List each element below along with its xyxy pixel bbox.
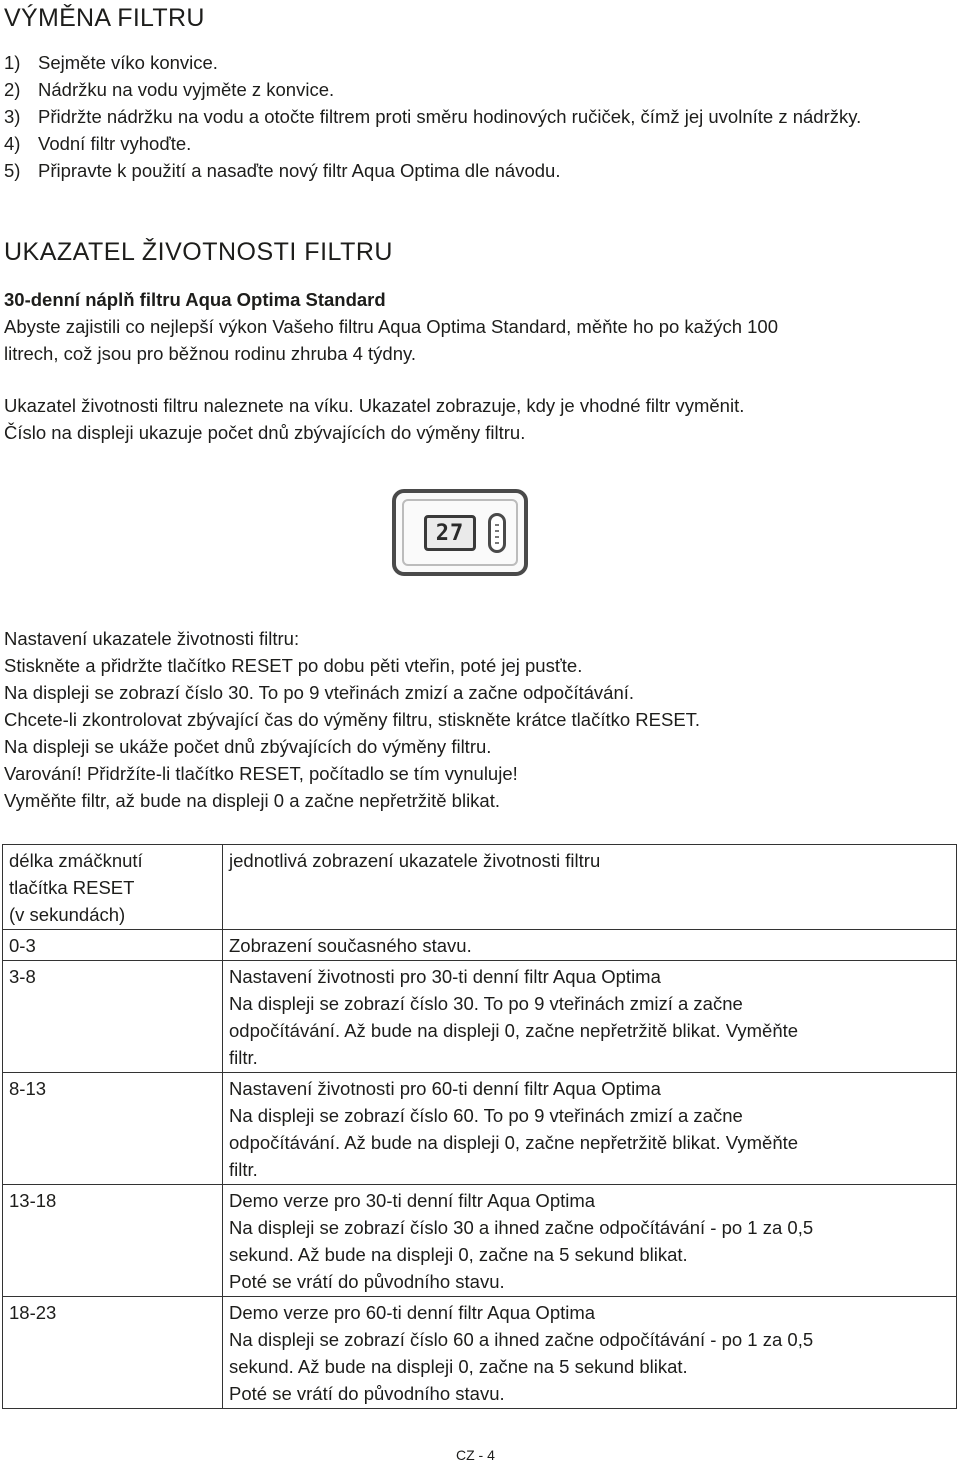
row-time-cell: 18-23 [3,1297,223,1409]
list-item [4,103,954,130]
paragraph-reset-instructions [4,625,954,814]
reset-button-icon [488,513,506,553]
row-time-cell: 13-18 [3,1185,223,1297]
paragraph-line: Číslo na displeji ukazuje počet dnů zbývajících do výměny filtru. [4,422,526,443]
paragraph-line: Na displeji se zobrazí číslo 30. To po 9 vteřinách zmizí a začne odpočítávání. [4,682,635,703]
table-row [3,1297,957,1409]
paragraph-line: Nastavení ukazatele životnosti filtru: [4,628,300,649]
step-text: Přidržte nádržku na vodu a otočte filtrem proti směru hodinových ručiček, čímž jej uvolníte z nádržky. [38,106,862,127]
paragraph-filter-performance [4,313,954,367]
header-cell-duration: délka zmáčknutí tlačítka RESET (v sekundách) [3,845,223,930]
reset-duration-table [2,844,957,1409]
list-item [4,130,954,157]
step-number: 1) [4,52,21,73]
replacement-steps-list [4,49,954,184]
step-number: 2) [4,79,21,100]
row-time-cell: 0-3 [3,930,223,961]
step-text: Nádržku na vodu vyjměte z konvice. [38,79,335,100]
paragraph-line: Ukazatel životnosti filtru naleznete na víku. Ukazatel zobrazuje, kdy je vhodné filtr vyměnit. [4,395,745,416]
lcd-digits: 27 [435,520,465,546]
step-text: Vodní filtr vyhoďte. [38,133,192,154]
table-header-row [3,845,957,930]
paragraph-line: litrech, což jsou pro běžnou rodinu zhruba 4 týdny. [4,343,417,364]
paragraph-indicator-location [4,392,954,446]
row-description-cell: Demo verze pro 30-ti denní filtr Aqua Optima Na displeji se zobrazí číslo 30 a ihned začne odpočítávání - po 1 za 0,5 sekund. Až bude na displeji 0, začne na 5 sekund blikat. Poté se vrátí do původního stavu. [223,1185,957,1297]
step-number: 4) [4,133,21,154]
paragraph-line: Abyste zajistili co nejlepší výkon Vašeho filtru Aqua Optima Standard, měňte ho po kažých 100 [4,316,779,337]
paragraph-line: Vyměňte filtr, až bude na displeji 0 a začne nepřetržitě blikat. [4,790,501,811]
row-time-cell: 3-8 [3,961,223,1073]
list-item [4,76,954,103]
row-description-cell: Zobrazení současného stavu. [223,930,957,961]
row-description-cell: Demo verze pro 60-ti denní filtr Aqua Optima Na displeji se zobrazí číslo 60 a ihned začne odpočítávání - po 1 za 0,5 sekund. Až bude na displeji 0, začne na 5 sekund blikat. Poté se vrátí do původního stavu. [223,1297,957,1409]
table-row [3,961,957,1073]
list-item [4,157,954,184]
paragraph-line: Na displeji se ukáže počet dnů zbývajících do výměny filtru. [4,736,492,757]
step-text: Připravte k použití a nasaďte nový filtr Aqua Optima dle návodu. [38,160,561,181]
list-item [4,49,954,76]
row-time-cell: 8-13 [3,1073,223,1185]
step-number: 3) [4,106,21,127]
indicator-lcd-display [424,515,476,551]
section-title-filter-replacement: VÝMĚNA FILTRU [4,4,205,32]
row-description-cell: Nastavení životnosti pro 60-ti denní filtr Aqua Optima Na displeji se zobrazí číslo 60. To po 9 vteřinách zmizí a začne odpočítávání. Až bude na displeji 0, začne nepřetržitě blikat. Vyměňte filtr. [223,1073,957,1185]
filter-indicator-illustration [392,489,528,576]
step-number: 5) [4,160,21,181]
subheading-standard-filter: 30-denní náplň filtru Aqua Optima Standard [4,289,386,310]
page-number: CZ - 4 [456,1447,495,1463]
section-title-filter-life-indicator: UKAZATEL ŽIVOTNOSTI FILTRU [4,238,393,266]
paragraph-line: Chcete-li zkontrolovat zbývající čas do výměny filtru, stiskněte krátce tlačítko RESET. [4,709,701,730]
paragraph-line: Stiskněte a přidržte tlačítko RESET po dobu pěti vteřin, poté jej pusťte. [4,655,583,676]
row-description-cell: Nastavení životnosti pro 30-ti denní filtr Aqua Optima Na displeji se zobrazí číslo 30. To po 9 vteřinách zmizí a začne odpočítávání. Až bude na displeji 0, začne nepřetržitě blikat. Vyměňte filtr. [223,961,957,1073]
table-row [3,1185,957,1297]
paragraph-line: Varování! Přidržíte-li tlačítko RESET, počítadlo se tím vynuluje! [4,763,518,784]
step-text: Sejměte víko konvice. [38,52,218,73]
header-cell-display: jednotlivá zobrazení ukazatele životnosti filtru [223,845,957,930]
table-row [3,1073,957,1185]
table-row [3,930,957,961]
